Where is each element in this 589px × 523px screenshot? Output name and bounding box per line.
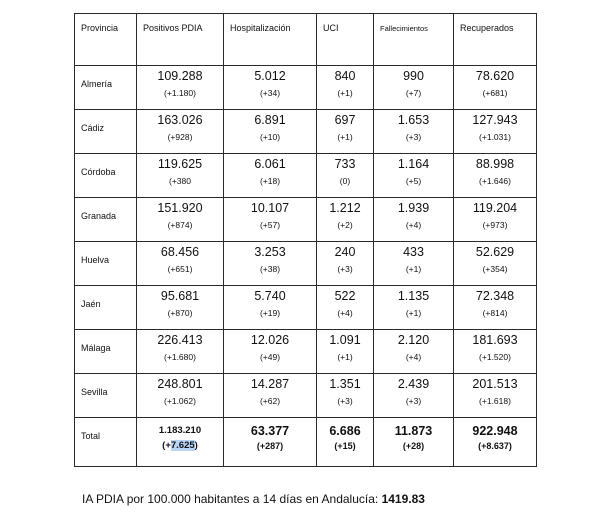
total-positivos-delta-suffix: ) bbox=[194, 440, 198, 451]
cell-positivos-pdia bbox=[137, 66, 224, 110]
cell-fallecimientos bbox=[374, 198, 454, 242]
cell-hospitalizacion bbox=[224, 198, 317, 242]
total-value: 11.873 bbox=[394, 424, 433, 438]
cell-value: 14.287 bbox=[250, 377, 290, 391]
province-name: Jaén bbox=[75, 286, 137, 330]
cell-recuperados bbox=[454, 286, 537, 330]
cell-hospitalizacion bbox=[224, 374, 317, 418]
cell-delta: (+681) bbox=[482, 88, 508, 98]
table-row bbox=[75, 330, 537, 374]
cell-uci bbox=[317, 330, 374, 374]
cell-value: 3.253 bbox=[254, 245, 286, 259]
table-total-row bbox=[75, 418, 537, 467]
cell-delta: (+1) bbox=[405, 308, 422, 318]
cell-delta: (+928) bbox=[167, 132, 193, 142]
cell-recuperados bbox=[454, 154, 537, 198]
province-name: Sevilla bbox=[75, 374, 137, 418]
header-hospitalizacion: Hospitalización bbox=[224, 14, 317, 66]
cell-value: 697 bbox=[334, 113, 356, 127]
cell-uci bbox=[317, 154, 374, 198]
cell-delta: (+5) bbox=[405, 176, 422, 186]
cell-fallecimientos bbox=[374, 374, 454, 418]
cell-recuperados bbox=[454, 110, 537, 154]
cell-delta: (+4) bbox=[405, 352, 422, 362]
cell-recuperados bbox=[454, 66, 537, 110]
cell-delta: (+38) bbox=[259, 264, 281, 274]
header-recuperados: Recuperados bbox=[454, 14, 537, 66]
cell-positivos-pdia bbox=[137, 198, 224, 242]
cell-delta: (+3) bbox=[337, 396, 353, 406]
cell-delta: (+1) bbox=[405, 264, 422, 274]
table-row bbox=[75, 242, 537, 286]
total-positivos-delta-prefix: (+ bbox=[162, 440, 171, 451]
table-row bbox=[75, 110, 537, 154]
cell-delta: (+3) bbox=[405, 396, 422, 406]
cell-value: 72.348 bbox=[475, 289, 515, 303]
cell-delta: (+1) bbox=[337, 88, 353, 98]
cell-recuperados bbox=[454, 242, 537, 286]
cell-positivos-pdia bbox=[137, 374, 224, 418]
cell-value: 1.212 bbox=[329, 201, 361, 215]
cell-fallecimientos bbox=[374, 154, 454, 198]
cell-uci bbox=[317, 286, 374, 330]
total-fallecimientos-cell bbox=[374, 418, 454, 467]
cell-value: 78.620 bbox=[475, 69, 515, 83]
cell-delta: (+7) bbox=[405, 88, 422, 98]
total-uci-cell bbox=[317, 418, 374, 467]
header-provincia: Provincia bbox=[75, 14, 137, 66]
cell-value: 109.288 bbox=[157, 69, 203, 83]
cell-value: 151.920 bbox=[157, 201, 203, 215]
province-name: Córdoba bbox=[75, 154, 137, 198]
cell-recuperados bbox=[454, 330, 537, 374]
cell-value: 12.026 bbox=[250, 333, 290, 347]
cell-recuperados bbox=[454, 198, 537, 242]
cell-value: 840 bbox=[334, 69, 356, 83]
incidence-footnote bbox=[82, 492, 425, 506]
total-delta: (+8.637) bbox=[478, 441, 512, 451]
cell-positivos-pdia bbox=[137, 154, 224, 198]
cell-positivos-pdia bbox=[137, 242, 224, 286]
table-header-row bbox=[75, 14, 537, 66]
province-name: Huelva bbox=[75, 242, 137, 286]
total-value: 6.686 bbox=[329, 424, 361, 438]
total-positivos-cell bbox=[137, 418, 224, 467]
cell-fallecimientos bbox=[374, 330, 454, 374]
total-label: Total bbox=[75, 418, 137, 467]
cell-delta: (+1.680) bbox=[164, 352, 196, 362]
cell-uci bbox=[317, 66, 374, 110]
cell-value: 733 bbox=[334, 157, 356, 171]
cell-delta: (+1.520) bbox=[479, 352, 511, 362]
cell-recuperados bbox=[454, 374, 537, 418]
cell-value: 1.939 bbox=[397, 201, 430, 215]
table-row bbox=[75, 198, 537, 242]
cell-value: 248.801 bbox=[157, 377, 203, 391]
total-positivos-delta bbox=[137, 438, 223, 452]
cell-delta: (+651) bbox=[167, 264, 193, 274]
total-value: 922.948 bbox=[472, 424, 518, 438]
cell-positivos-pdia bbox=[137, 110, 224, 154]
cell-fallecimientos bbox=[374, 66, 454, 110]
cell-value: 1.653 bbox=[397, 113, 430, 127]
cell-value: 163.026 bbox=[157, 113, 203, 127]
cell-value: 181.693 bbox=[472, 333, 518, 347]
cell-delta: (+874) bbox=[167, 220, 193, 230]
cell-value: 5.012 bbox=[254, 69, 286, 83]
cell-delta: (+10) bbox=[259, 132, 281, 142]
cell-uci bbox=[317, 198, 374, 242]
cell-value: 240 bbox=[334, 245, 356, 259]
cell-value: 2.120 bbox=[397, 333, 430, 347]
cell-value: 127.943 bbox=[472, 113, 518, 127]
cell-value: 6.061 bbox=[254, 157, 286, 171]
total-delta: (+287) bbox=[256, 441, 284, 451]
header-positivos-pdia: Positivos PDIA bbox=[137, 14, 224, 66]
cell-fallecimientos bbox=[374, 286, 454, 330]
cell-positivos-pdia bbox=[137, 286, 224, 330]
cell-value: 5.740 bbox=[254, 289, 286, 303]
total-delta: (+15) bbox=[334, 441, 356, 451]
province-name: Málaga bbox=[75, 330, 137, 374]
cell-hospitalizacion bbox=[224, 286, 317, 330]
cell-value: 6.891 bbox=[254, 113, 286, 127]
cell-value: 1.164 bbox=[397, 157, 430, 171]
covid-data-table bbox=[74, 13, 537, 467]
cell-delta: (+4) bbox=[405, 220, 422, 230]
province-name: Almería bbox=[75, 66, 137, 110]
incidence-footnote-text: IA PDIA por 100.000 habitantes a 14 días en Andalucía: bbox=[82, 492, 382, 506]
table-row bbox=[75, 154, 537, 198]
cell-delta: (+1.031) bbox=[479, 132, 511, 142]
cell-delta: (+1) bbox=[337, 352, 353, 362]
selected-text-highlight[interactable]: 7.625 bbox=[170, 440, 195, 451]
cell-uci bbox=[317, 242, 374, 286]
cell-hospitalizacion bbox=[224, 110, 317, 154]
cell-delta: (+1.646) bbox=[479, 176, 511, 186]
incidence-footnote-value: 1419.83 bbox=[381, 492, 425, 506]
cell-value: 1.351 bbox=[329, 377, 361, 391]
cell-delta: (+1.618) bbox=[479, 396, 511, 406]
cell-value: 10.107 bbox=[250, 201, 290, 215]
cell-value: 201.513 bbox=[472, 377, 518, 391]
cell-uci bbox=[317, 110, 374, 154]
cell-delta: (+4) bbox=[337, 308, 353, 318]
total-recuperados-cell bbox=[454, 418, 537, 467]
cell-delta: (+1.180) bbox=[164, 88, 196, 98]
cell-delta: (+354) bbox=[482, 264, 508, 274]
table-row bbox=[75, 286, 537, 330]
cell-hospitalizacion bbox=[224, 330, 317, 374]
cell-delta: (+18) bbox=[259, 176, 281, 186]
cell-hospitalizacion bbox=[224, 242, 317, 286]
cell-delta: (+870) bbox=[167, 308, 193, 318]
cell-delta: (+3) bbox=[405, 132, 422, 142]
cell-value: 2.439 bbox=[397, 377, 430, 391]
cell-value: 226.413 bbox=[157, 333, 203, 347]
cell-delta: (+3) bbox=[337, 264, 353, 274]
cell-fallecimientos bbox=[374, 242, 454, 286]
cell-value: 95.681 bbox=[160, 289, 200, 303]
cell-delta: (+1) bbox=[337, 132, 353, 142]
table-row bbox=[75, 374, 537, 418]
cell-delta: (+2) bbox=[337, 220, 353, 230]
cell-delta: (+380 bbox=[169, 176, 191, 186]
cell-delta: (+49) bbox=[259, 352, 281, 362]
cell-delta: (+57) bbox=[259, 220, 281, 230]
total-value: 63.377 bbox=[250, 424, 290, 438]
cell-delta: (+34) bbox=[259, 88, 281, 98]
province-name: Cádiz bbox=[75, 110, 137, 154]
cell-value: 433 bbox=[403, 245, 424, 259]
cell-uci bbox=[317, 374, 374, 418]
cell-value: 88.998 bbox=[475, 157, 515, 171]
cell-hospitalizacion bbox=[224, 154, 317, 198]
cell-value: 119.204 bbox=[472, 201, 518, 215]
cell-fallecimientos bbox=[374, 110, 454, 154]
province-name: Granada bbox=[75, 198, 137, 242]
cell-value: 1.135 bbox=[397, 289, 430, 303]
cell-value: 52.629 bbox=[475, 245, 515, 259]
cell-delta: (+62) bbox=[259, 396, 281, 406]
covid-data-table-container bbox=[74, 13, 536, 465]
total-positivos-value: 1.183.210 bbox=[158, 425, 202, 436]
header-uci: UCI bbox=[317, 14, 374, 66]
cell-value: 990 bbox=[403, 69, 424, 83]
cell-delta: (+19) bbox=[259, 308, 281, 318]
header-fallecimientos: Fallecimientos bbox=[374, 14, 454, 66]
table-row bbox=[75, 66, 537, 110]
cell-value: 1.091 bbox=[329, 333, 361, 347]
cell-delta: (+814) bbox=[482, 308, 508, 318]
cell-value: 68.456 bbox=[160, 245, 200, 259]
cell-delta: (0) bbox=[339, 176, 351, 186]
cell-delta: (+973) bbox=[482, 220, 508, 230]
cell-value: 522 bbox=[334, 289, 356, 303]
cell-value: 119.625 bbox=[157, 157, 203, 171]
cell-positivos-pdia bbox=[137, 330, 224, 374]
cell-delta: (+1.062) bbox=[164, 396, 196, 406]
cell-hospitalizacion bbox=[224, 66, 317, 110]
total-delta: (+28) bbox=[402, 441, 425, 451]
total-hospitalizacion-cell bbox=[224, 418, 317, 467]
